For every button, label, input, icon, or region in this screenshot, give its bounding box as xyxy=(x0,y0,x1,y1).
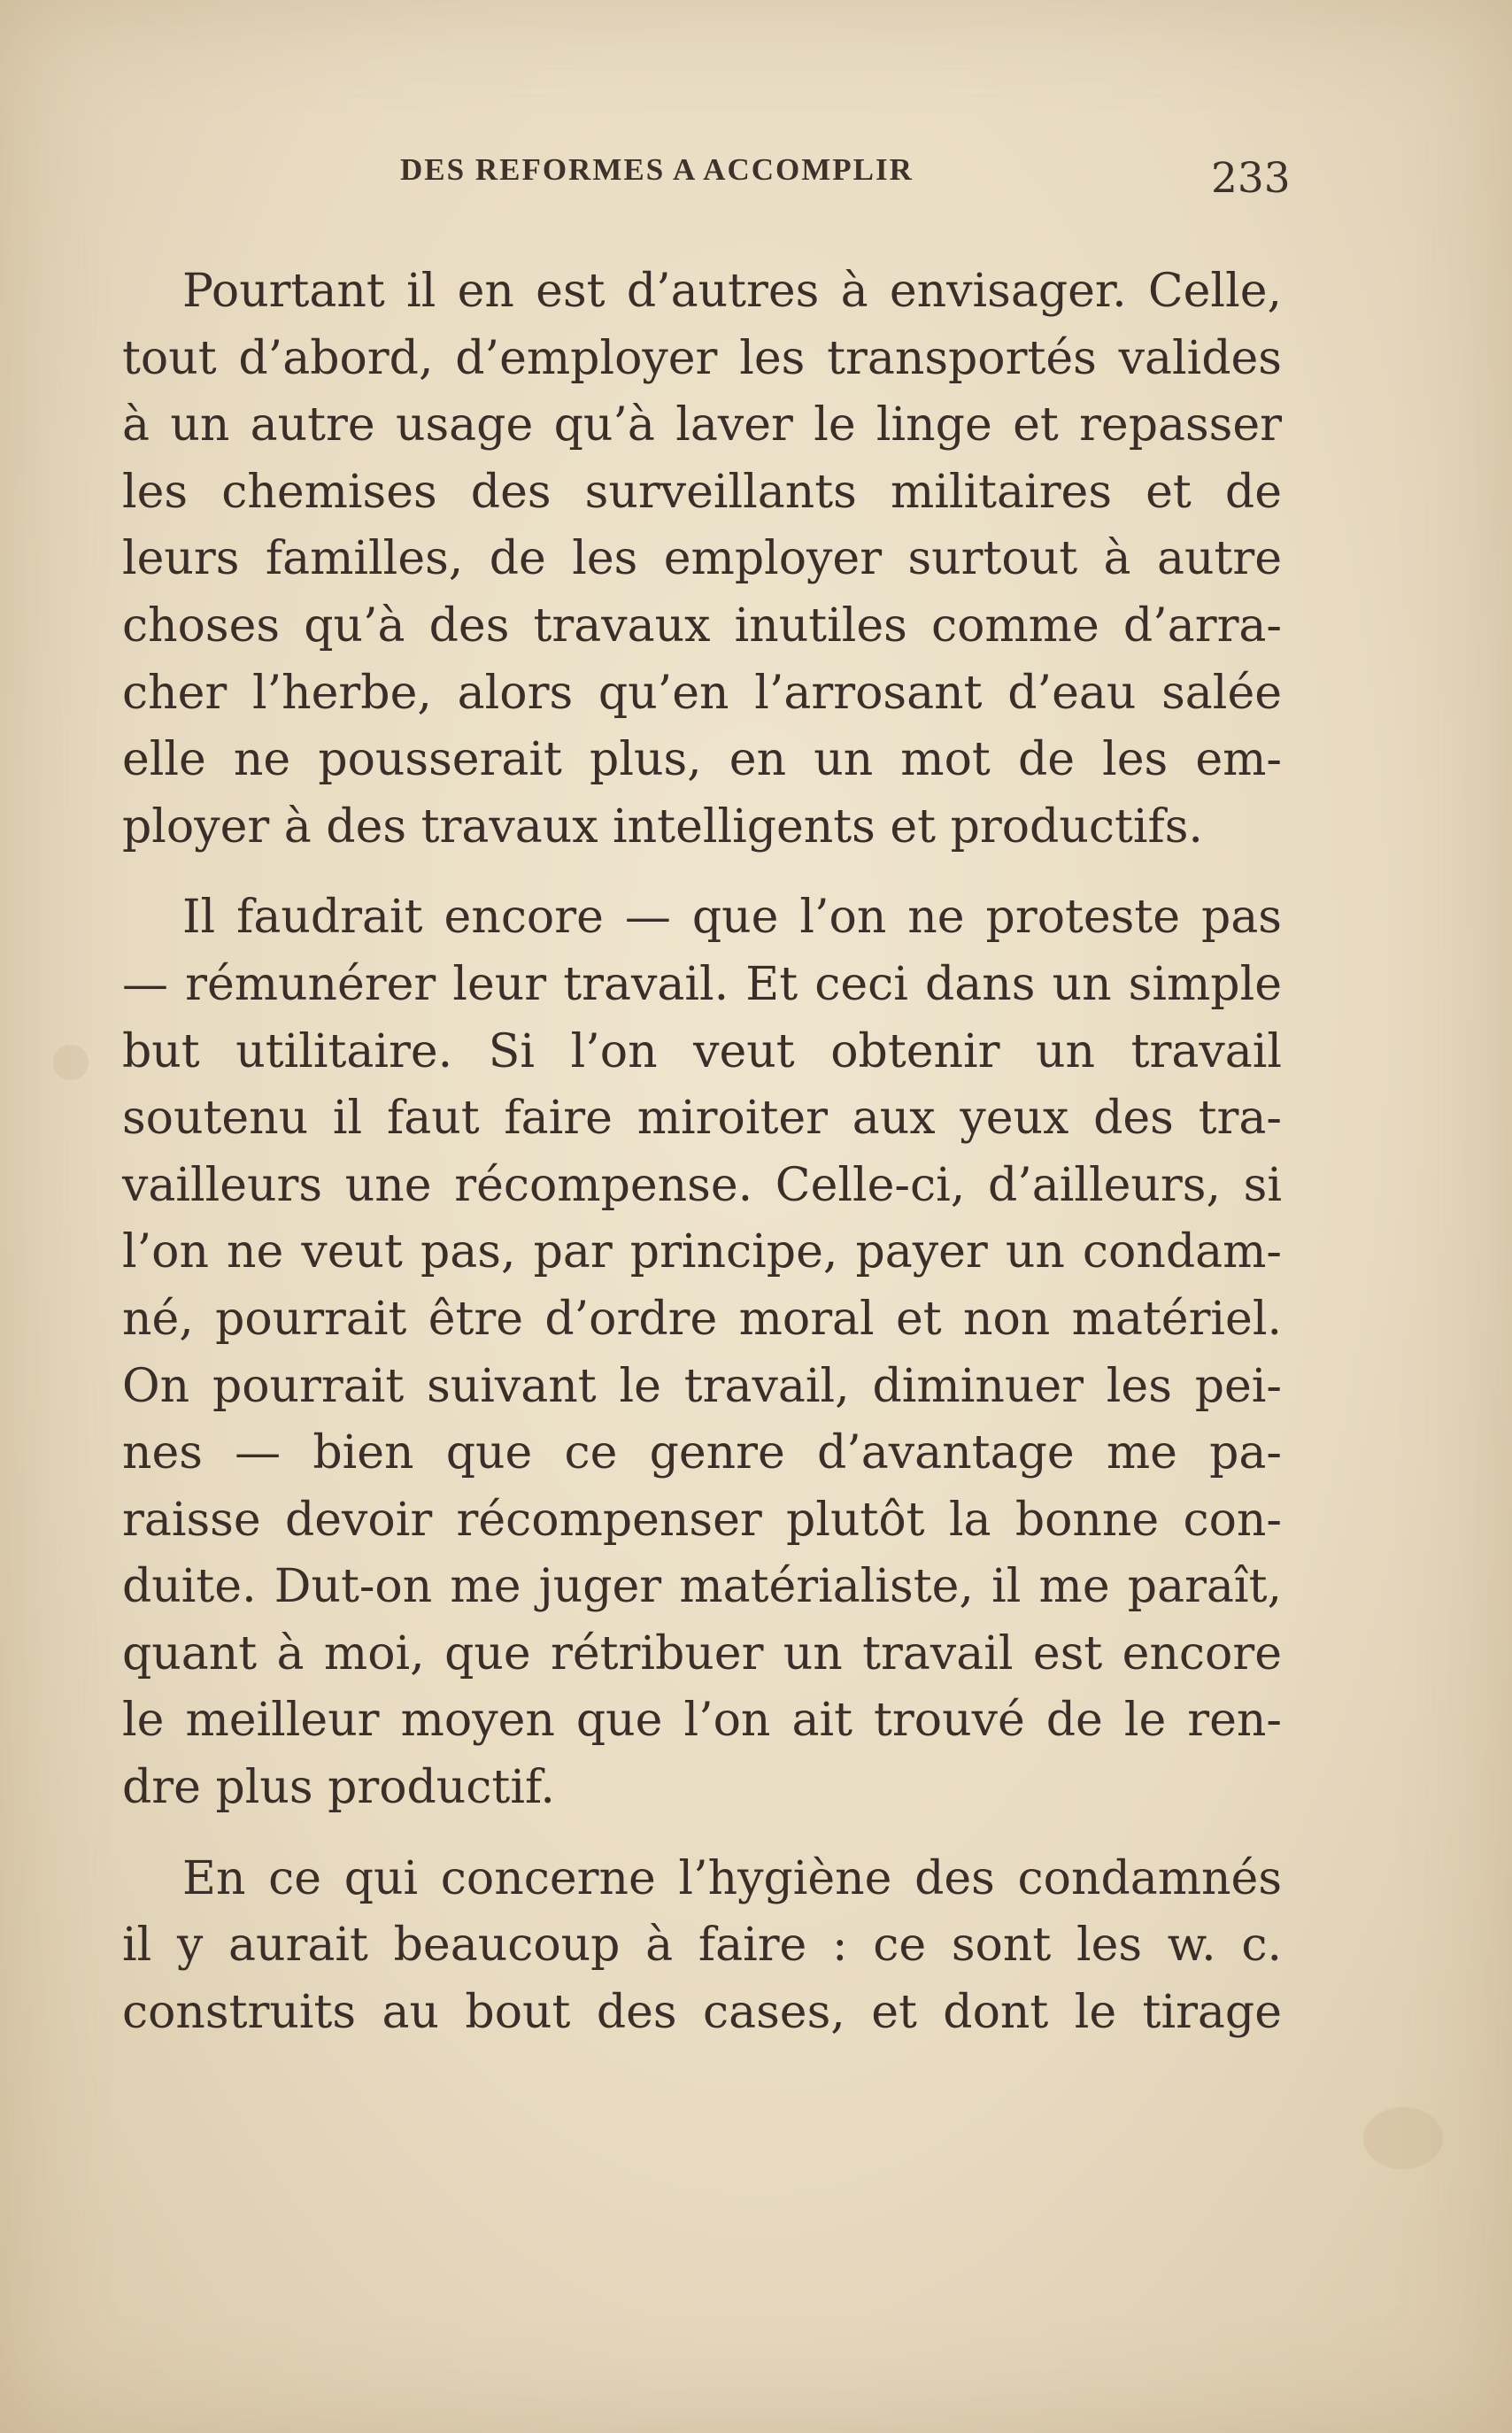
text-line: quant à moi, que rétribuer un travail est encore xyxy=(122,1626,1282,1680)
body-text xyxy=(122,259,1282,2046)
text-line: choses qu’à des travaux inutiles comme d’arra- xyxy=(122,599,1282,653)
text-line: leurs familles, de les employer surtout à autre xyxy=(122,532,1282,586)
paper-stain xyxy=(1363,2107,1443,2169)
text-line: né, pourrait être d’ordre moral et non matériel. xyxy=(122,1292,1282,1346)
text-line: nes — bien que ce genre d’avantage me pa- xyxy=(122,1426,1282,1480)
text-line: duite. Dut-on me juger matérialiste, il me paraît, xyxy=(122,1560,1282,1614)
paragraph xyxy=(122,259,1282,861)
text-line: les chemises des surveillants militaires et de xyxy=(122,465,1282,519)
text-line: le meilleur moyen que l’on ait trouvé de le ren- xyxy=(122,1694,1282,1748)
paper-stain xyxy=(53,1045,89,1080)
text-line: vailleurs une récompense. Celle-ci, d’ailleurs, si xyxy=(122,1158,1282,1212)
text-line: Pourtant il en est d’autres à envisager. Celle, xyxy=(182,265,1282,318)
text-line: En ce qui concerne l’hygiène des condamnés xyxy=(182,1851,1282,1905)
text-line: tout d’abord, d’employer les transportés valides xyxy=(122,331,1282,385)
paragraph xyxy=(122,884,1282,1821)
running-head: DES REFORMES A ACCOMPLIR xyxy=(400,152,914,187)
text-line: soutenu il faut faire miroiter aux yeux des tra- xyxy=(122,1092,1282,1146)
text-line: dre plus productif. xyxy=(122,1761,555,1815)
page-number: 233 xyxy=(1211,154,1291,203)
paragraph xyxy=(122,1846,1282,2047)
text-line: ployer à des travaux intelligents et productifs. xyxy=(122,799,1203,853)
text-line: à un autre usage qu’à laver le linge et repasser xyxy=(122,398,1282,452)
text-line: l’on ne veut pas, par principe, payer un condam- xyxy=(122,1225,1282,1279)
text-line: cher l’herbe, alors qu’en l’arrosant d’eau salée xyxy=(122,666,1282,720)
text-line: elle ne pousserait plus, en un mot de les em- xyxy=(122,733,1282,787)
text-line: On pourrait suivant le travail, diminuer les pei- xyxy=(122,1359,1282,1413)
text-line: construits au bout des cases, et dont le tirage xyxy=(122,1985,1282,2039)
text-line: il y aurait beaucoup à faire : ce sont les w. c. xyxy=(122,1919,1282,1973)
text-line: — rémunérer leur travail. Et ceci dans un simple xyxy=(122,957,1282,1011)
text-line: but utilitaire. Si l’on veut obtenir un travail xyxy=(122,1024,1282,1078)
text-line: raisse devoir récompenser plutôt la bonne con- xyxy=(122,1493,1282,1547)
text-line: Il faudrait encore — que l’on ne proteste pas xyxy=(182,891,1282,945)
